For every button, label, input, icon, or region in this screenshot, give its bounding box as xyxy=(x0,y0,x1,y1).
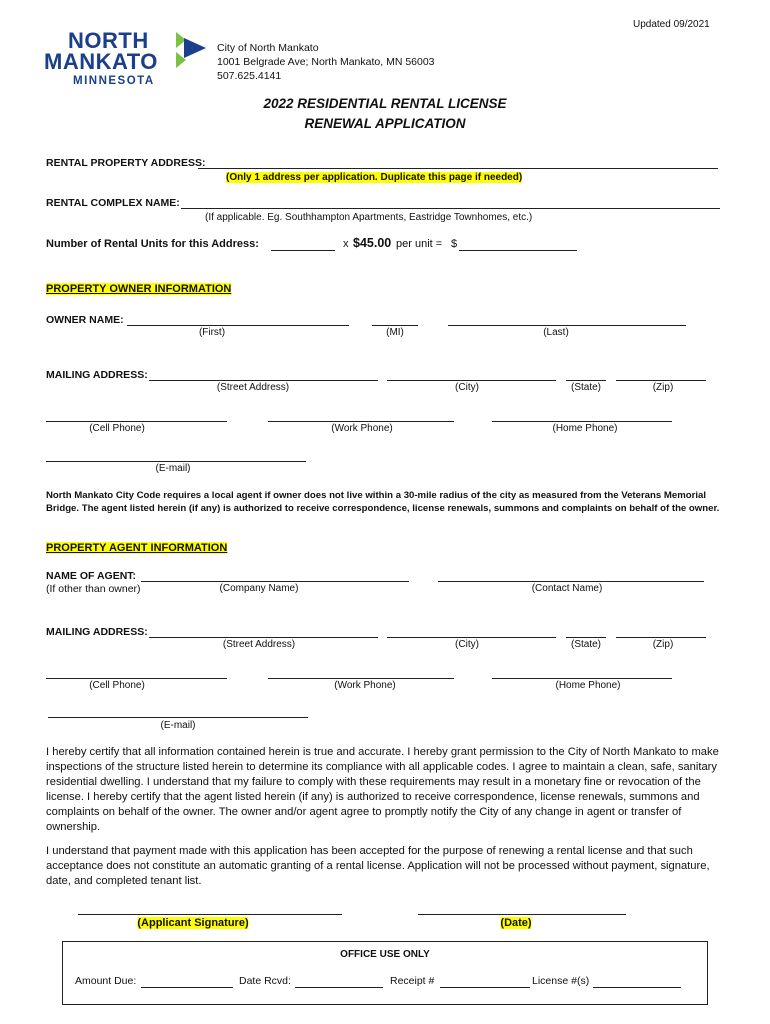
agent-email-field[interactable] xyxy=(48,717,308,718)
owner-cell-caption: (Cell Phone) xyxy=(89,423,145,434)
amount-due-label: Amount Due: xyxy=(75,975,137,987)
updated-date: Updated 09/2021 xyxy=(633,19,710,30)
logo-line-north: NORTH xyxy=(68,28,149,53)
owner-street-caption: (Street Address) xyxy=(216,382,290,393)
certification-paragraph: I hereby certify that all information contained herein is true and accurate. I hereby grant permission to the City of North Mankato to make inspections of the structure listed herein to determine its compliance with all applicable codes. I agree to maintain a clean, safe, sanitary residential dwelling. I understand that my failure to comply with these requirements may result in a monetary fine or revocation of the license. I hereby certify that the agent listed herein (if any) is authorized to receive correspondence, license renewals, summons and complaints on behalf of the owner. The owner and/or agent agree to promptly notify the City of any change in agent or transfer of ownership. xyxy=(46,746,719,833)
agent-zip-caption: (Zip) xyxy=(652,639,674,650)
agent-state-caption: (State) xyxy=(570,639,602,650)
units-dollar: $ xyxy=(451,238,458,250)
owner-city-field[interactable] xyxy=(387,380,556,381)
owner-email-caption: (E-mail) xyxy=(155,463,191,474)
owner-state-caption: (State) xyxy=(570,382,602,393)
agent-cell-phone-field[interactable] xyxy=(46,678,227,679)
units-total-field[interactable] xyxy=(459,250,577,251)
address-note: (Only 1 address per application. Duplicate this page if needed) xyxy=(226,172,523,183)
rental-property-address-field[interactable] xyxy=(198,168,718,169)
date-rcvd-label: Date Rcvd: xyxy=(239,975,291,987)
owner-zip-caption: (Zip) xyxy=(652,382,674,393)
agent-company-caption: (Company Name) xyxy=(219,583,299,594)
agent-state-field[interactable] xyxy=(566,637,606,638)
owner-state-field[interactable] xyxy=(566,380,606,381)
agent-if-other-caption: (If other than owner) xyxy=(46,583,141,595)
owner-home-caption: (Home Phone) xyxy=(552,423,618,434)
receipt-label: Receipt # xyxy=(390,975,435,987)
owner-mi-field[interactable] xyxy=(372,325,418,326)
units-price: $45.00 xyxy=(353,236,392,250)
org-address: 1001 Belgrade Ave; North Mankato, MN 56003 xyxy=(217,56,435,68)
owner-last-caption: (Last) xyxy=(543,327,569,338)
agent-cell-caption: (Cell Phone) xyxy=(89,680,145,691)
agent-contact-caption: (Contact Name) xyxy=(531,583,603,594)
complex-note: (If applicable. Eg. Southhampton Apartments, Eastridge Townhomes, etc.) xyxy=(205,212,533,223)
agent-contact-name-field[interactable] xyxy=(438,581,704,582)
org-name: City of North Mankato xyxy=(217,42,319,54)
agent-name-label: NAME OF AGENT: xyxy=(46,570,137,582)
owner-email-field[interactable] xyxy=(46,461,306,462)
agent-work-caption: (Work Phone) xyxy=(334,680,396,691)
units-per-unit: per unit = xyxy=(396,238,443,250)
owner-home-phone-field[interactable] xyxy=(492,421,672,422)
owner-mi-caption: (MI) xyxy=(386,327,404,338)
payment-paragraph: I understand that payment made with this application has been accepted for the purpose of renewing a rental license and that such acceptance does not constitute an automatic granting of a rental license. Application will not be processed without payment, signature, date, and completed tenant list. xyxy=(46,845,710,887)
agent-city-caption: (City) xyxy=(455,639,479,650)
agent-email-caption: (E-mail) xyxy=(160,720,196,731)
agent-street-caption: (Street Address) xyxy=(222,639,296,650)
units-label: Number of Rental Units for this Address: xyxy=(46,238,259,250)
owner-first-caption: (First) xyxy=(198,327,226,338)
owner-first-name-field[interactable] xyxy=(127,325,349,326)
applicant-signature-caption: (Applicant Signature) xyxy=(137,917,249,929)
owner-section-heading: PROPERTY OWNER INFORMATION xyxy=(46,283,232,295)
agent-city-field[interactable] xyxy=(387,637,556,638)
license-label: License #(s) xyxy=(532,975,590,987)
agent-work-phone-field[interactable] xyxy=(268,678,454,679)
city-logo xyxy=(42,28,212,90)
owner-work-phone-field[interactable] xyxy=(268,421,454,422)
agent-home-caption: (Home Phone) xyxy=(555,680,621,691)
owner-city-caption: (City) xyxy=(455,382,479,393)
rental-complex-name-label: RENTAL COMPLEX NAME: xyxy=(46,197,180,209)
logo-mark-icon xyxy=(172,30,208,74)
logo-line-minnesota: MINNESOTA xyxy=(73,75,155,87)
date-caption: (Date) xyxy=(500,917,532,929)
owner-zip-field[interactable] xyxy=(616,380,706,381)
signature-date-field[interactable] xyxy=(418,914,626,915)
agent-home-phone-field[interactable] xyxy=(492,678,672,679)
amount-due-field[interactable] xyxy=(141,987,233,988)
owner-street-field[interactable] xyxy=(149,380,378,381)
agent-mailing-address-label: MAILING ADDRESS: xyxy=(46,626,148,638)
rental-complex-name-field[interactable] xyxy=(181,208,720,209)
owner-name-label: OWNER NAME: xyxy=(46,314,124,326)
agent-section-heading: PROPERTY AGENT INFORMATION xyxy=(46,542,228,554)
agent-street-field[interactable] xyxy=(149,637,378,638)
units-multiplier: x xyxy=(343,238,349,250)
form-title-line1: 2022 RESIDENTIAL RENTAL LICENSE xyxy=(263,96,507,111)
owner-work-caption: (Work Phone) xyxy=(331,423,393,434)
rental-property-address-label: RENTAL PROPERTY ADDRESS: xyxy=(46,157,206,169)
owner-last-name-field[interactable] xyxy=(448,325,686,326)
date-rcvd-field[interactable] xyxy=(295,987,383,988)
license-field[interactable] xyxy=(593,987,681,988)
applicant-signature-field[interactable] xyxy=(78,914,342,915)
agent-zip-field[interactable] xyxy=(616,637,706,638)
units-count-field[interactable] xyxy=(271,250,335,251)
form-title-line2: RENEWAL APPLICATION xyxy=(304,116,466,131)
owner-cell-phone-field[interactable] xyxy=(46,421,227,422)
logo-line-mankato: MANKATO xyxy=(44,49,158,74)
office-use-box xyxy=(62,941,708,1005)
org-phone: 507.625.4141 xyxy=(217,70,282,82)
office-use-heading: OFFICE USE ONLY xyxy=(340,949,430,960)
owner-mailing-address-label: MAILING ADDRESS: xyxy=(46,369,148,381)
agent-company-name-field[interactable] xyxy=(141,581,409,582)
receipt-field[interactable] xyxy=(440,987,530,988)
local-agent-notice: North Mankato City Code requires a local agent if owner does not live within a 30-mile radius of the city as measured from the Veterans Memorial Bridge. The agent listed herein (if any) is authorized to receive correspondence, license renewals, summons and complaints on behalf of the owner. xyxy=(46,490,720,514)
